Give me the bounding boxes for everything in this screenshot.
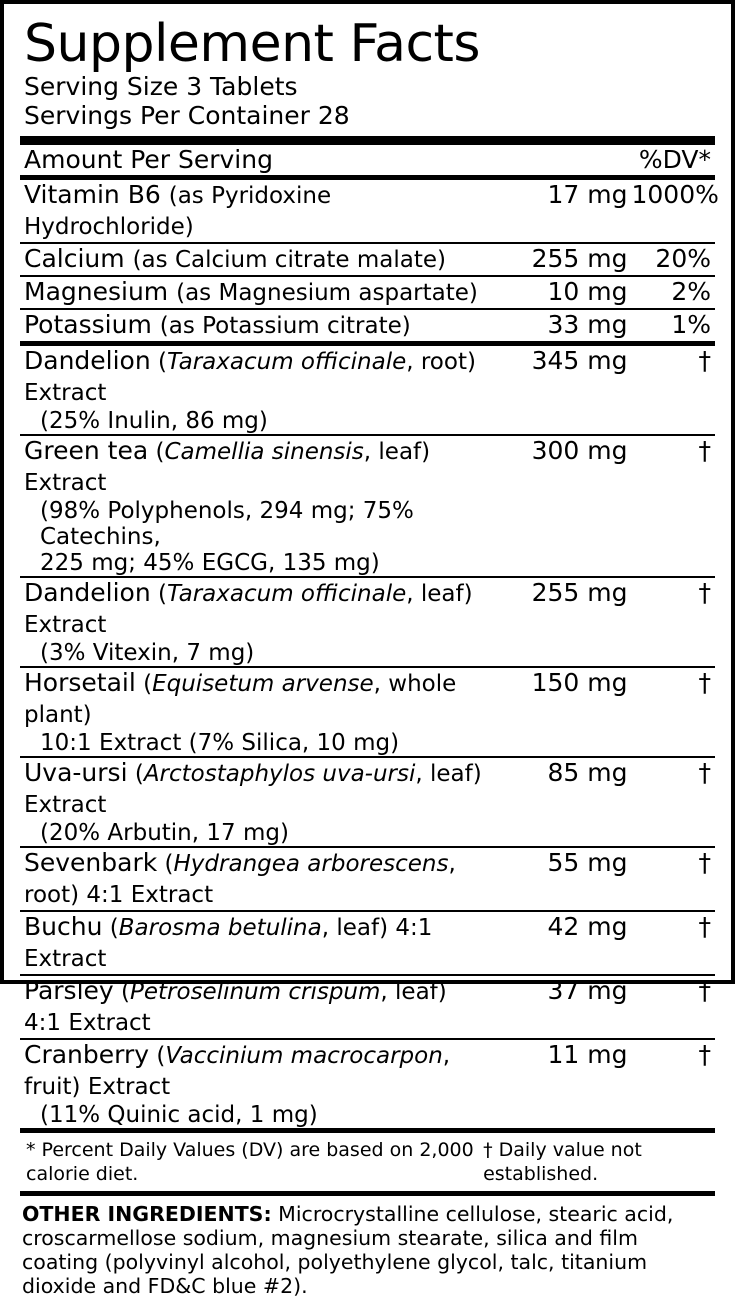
ingredient-name: Cranberry (Vaccinium macrocarpon, fruit) Extract (11% Quinic acid, 1 mg): [18, 1040, 491, 1128]
ingredient-detail: (98% Polyphenols, 294 mg; 75% Catechins,: [40, 498, 414, 550]
other-ingredients-text: Microcrystalline cellulose, stearic acid, croscarmellose sodium, magnesium stearate, silica and film coating (polyvinyl alcohol, polyethylene glycol, talc, titanium dioxide and FD&C blue #2).: [22, 1202, 674, 1298]
ingredient-dv: †: [698, 758, 711, 787]
ingredient-detail: (25% Inulin, 86 mg): [40, 408, 268, 434]
ingredient-name: Horsetail (Equisetum arvense, whole plant) 10:1 Extract (7% Silica, 10 mg): [18, 668, 491, 756]
ingredient-name: Uva-ursi (Arctostaphylos uva-ursi, leaf) Extract (20% Arbutin, 17 mg): [18, 758, 491, 846]
servings-per-container: Servings Per Container 28: [24, 101, 350, 130]
ingredient-name: Buchu (Barosma betulina, leaf) 4:1 Extract: [24, 912, 433, 972]
ingredient-dv: †: [698, 1040, 711, 1069]
nutrient-dv: 1%: [671, 310, 711, 339]
ingredient-amount: 37 mg: [547, 976, 628, 1005]
ingredient-detail: (3% Vitexin, 7 mg): [40, 640, 255, 666]
ingredient-dv: †: [698, 912, 711, 941]
footnote-dv: * Percent Daily Values (DV) are based on 2,000 calorie diet.: [26, 1139, 474, 1185]
dv-header: %DV*: [638, 145, 711, 174]
nutrient-name: Vitamin B6 (as Pyridoxine Hydrochloride): [24, 180, 332, 240]
ingredient-amount: 55 mg: [547, 848, 628, 877]
table-row: [18, 848, 717, 910]
ingredient-dv: †: [698, 578, 711, 607]
ingredient-dv: †: [698, 668, 711, 697]
ingredient-detail: 225 mg; 45% EGCG, 135 mg): [40, 550, 380, 576]
ingredient-dv: †: [698, 346, 711, 375]
footnotes: [18, 1133, 717, 1191]
other-ingredients: [18, 1196, 717, 1298]
ingredient-amount: 11 mg: [547, 1040, 628, 1069]
table-row: [18, 668, 717, 756]
table-row: [18, 244, 717, 275]
nutrient-name: Potassium (as Potassium citrate): [24, 310, 411, 339]
ingredient-name: Dandelion (Taraxacum officinale, leaf) Extract (3% Vitexin, 7 mg): [18, 578, 491, 666]
ingredient-amount: 345 mg: [531, 346, 628, 375]
amount-per-serving-header: Amount Per Serving: [24, 145, 273, 174]
ingredient-detail: 10:1 Extract (7% Silica, 10 mg): [40, 730, 400, 756]
table-row: [18, 578, 717, 666]
nutrient-name: Calcium (as Calcium citrate malate): [24, 244, 447, 273]
amount-header-spacer: [491, 145, 632, 175]
table-row: [18, 1040, 717, 1128]
ingredient-dv: †: [698, 976, 711, 1005]
table-row: [18, 180, 717, 242]
table-row: [18, 277, 717, 308]
page-title: Supplement Facts: [24, 14, 481, 74]
ingredient-name: Parsley (Petroselinum crispum, leaf) 4:1 Extract: [24, 976, 447, 1036]
ingredient-detail: (11% Quinic acid, 1 mg): [40, 1102, 318, 1128]
nutrient-amount: 17 mg: [547, 180, 628, 209]
table-header-row: [18, 145, 717, 175]
ingredient-amount: 300 mg: [531, 436, 628, 465]
table-row: [18, 758, 717, 846]
ingredient-detail: (20% Arbutin, 17 mg): [40, 820, 289, 846]
ingredient-amount: 42 mg: [547, 912, 628, 941]
ingredient-name: Sevenbark (Hydrangea arborescens, root) 4:1 Extract: [24, 848, 456, 908]
serving-size: Serving Size 3 Tablets: [24, 72, 298, 101]
table-row: [18, 436, 717, 576]
table-row: [18, 912, 717, 974]
nutrient-dv: 2%: [671, 277, 711, 306]
nutrient-dv: 1000%: [631, 180, 719, 209]
nutrient-amount: 255 mg: [531, 244, 628, 273]
table-row: [18, 346, 717, 434]
nutrient-dv: 20%: [655, 244, 711, 273]
footnote-dagger: † Daily value not established.: [483, 1139, 642, 1185]
nutrient-name: Magnesium (as Magnesium aspartate): [24, 277, 478, 306]
nutrient-amount: 33 mg: [547, 310, 628, 339]
ingredient-amount: 150 mg: [531, 668, 628, 697]
vitamins-table: [18, 180, 717, 341]
ingredient-dv: †: [698, 848, 711, 877]
ingredient-dv: †: [698, 436, 711, 465]
nutrient-amount: 10 mg: [547, 277, 628, 306]
botanicals-table: [18, 346, 717, 1128]
ingredient-amount: 255 mg: [531, 578, 628, 607]
ingredient-amount: 85 mg: [547, 758, 628, 787]
table-row: [18, 976, 717, 1038]
other-ingredients-label: OTHER INGREDIENTS:: [22, 1202, 272, 1226]
ingredient-name: Green tea (Camellia sinensis, leaf) Extract (98% Polyphenols, 294 mg; 75% Catechins, 225 mg; 45% EGCG, 135 mg): [18, 436, 491, 576]
divider-thick-top: [20, 136, 715, 145]
table-row: [18, 310, 717, 341]
facts-table: [18, 145, 717, 175]
ingredient-name: Dandelion (Taraxacum officinale, root) Extract (25% Inulin, 86 mg): [18, 346, 491, 434]
